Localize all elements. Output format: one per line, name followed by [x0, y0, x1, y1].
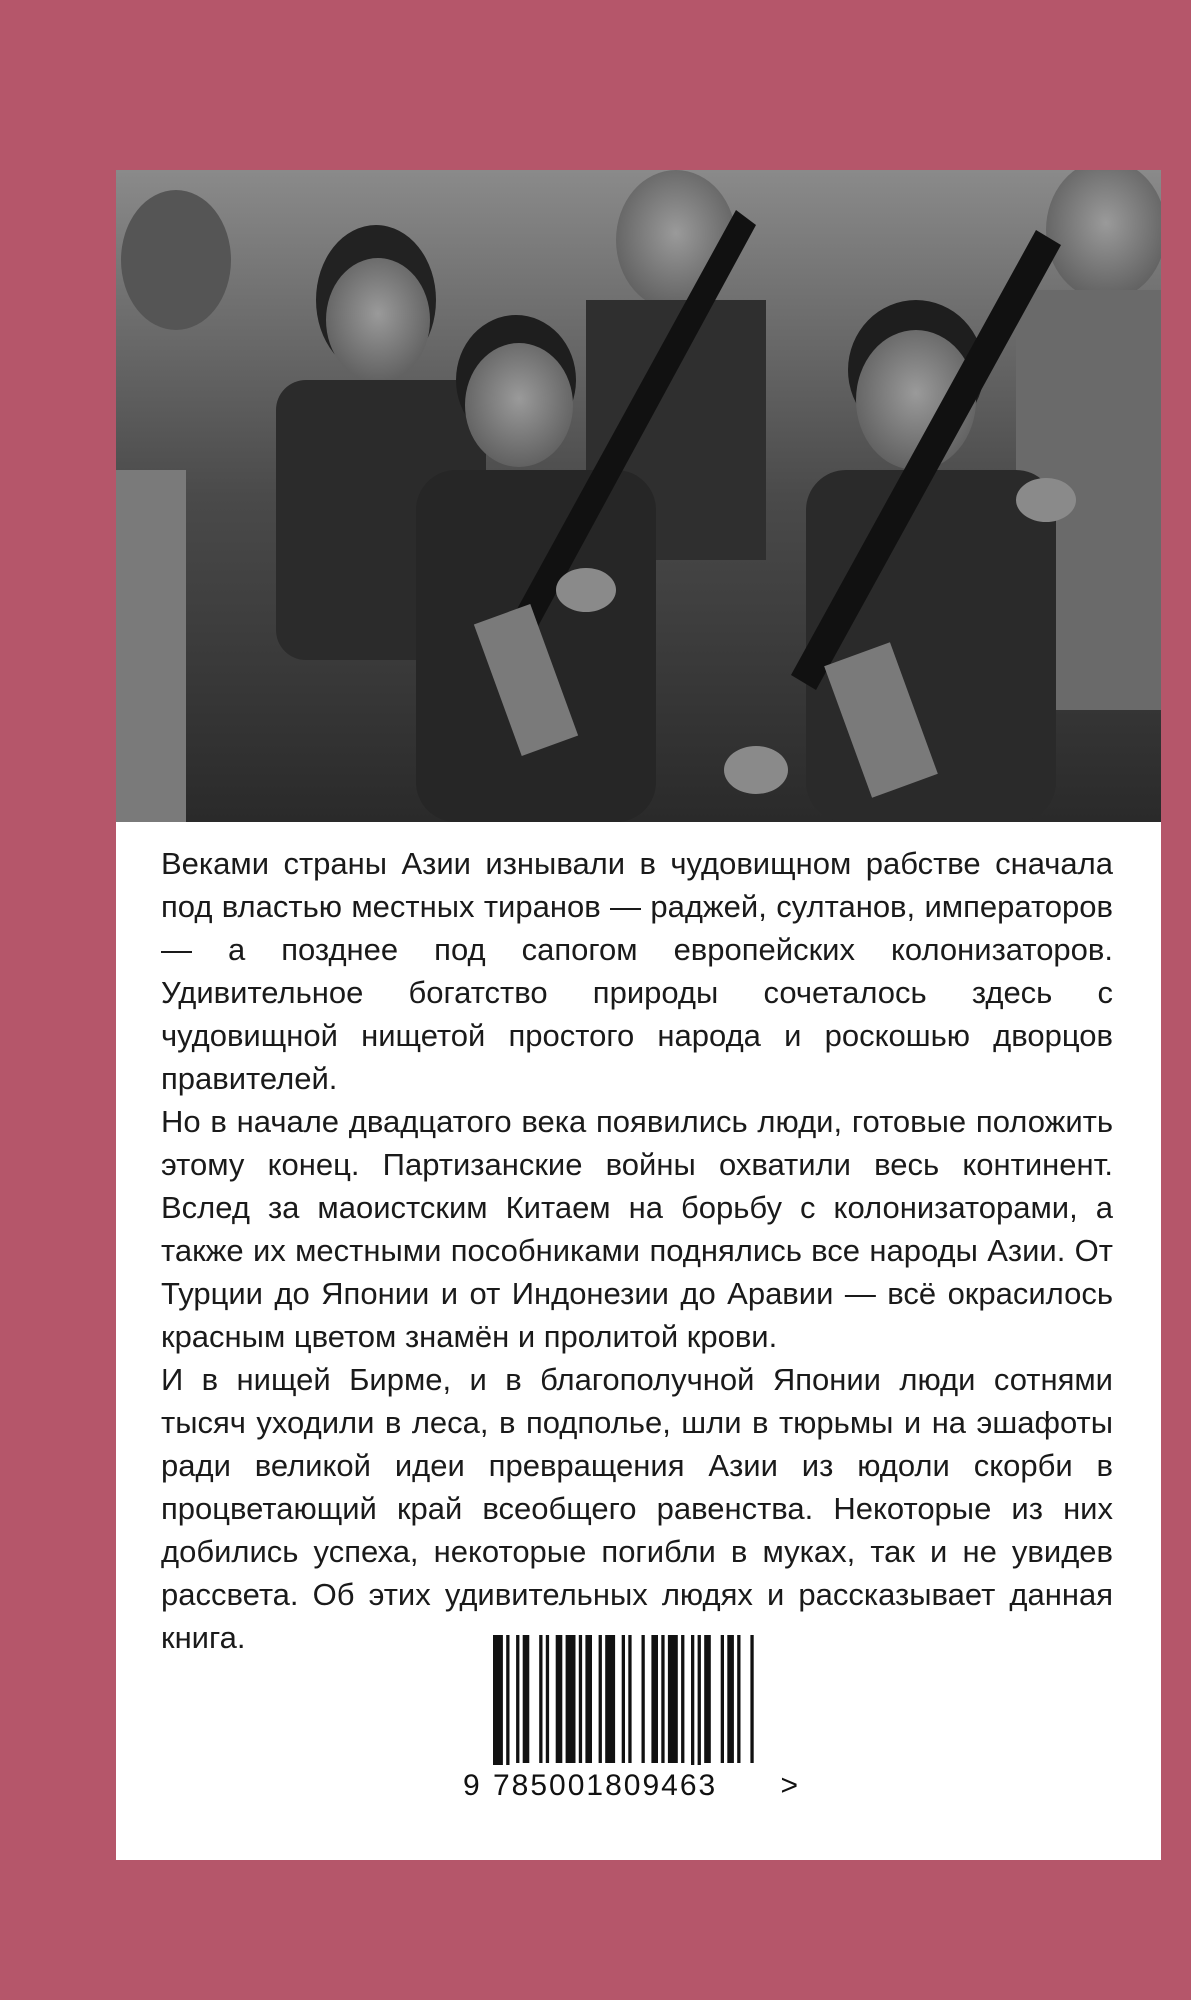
white-panel [116, 170, 1161, 1860]
blurb-paragraph: Веками страны Азии изнывали в чудовищном рабстве сначала под властью местных тиранов — раджей, султанов, императоров — а позднее под сапогом европейских колонизаторов. Удивительное богатство природы сочеталось здесь с чудовищной нищетой простого народа и роскошью дворцов правителей. [161, 846, 1113, 1096]
blurb-paragraph: И в нищей Бирме, и в благополучной Японии люди сотнями тысяч уходили в леса, в подполье, шли в тюрьмы и на эшафоты ради великой идеи превращения Азии из юдоли скорби в процветающий край всеобщего равенства. Некоторые из них добились успеха, некоторые погибли в муках, так и не увидев рассвета. Об этих удивительных людях и рассказывает данная книга. [161, 1362, 1113, 1655]
barcode-bar [605, 1635, 615, 1763]
blurb-text [161, 842, 1113, 1659]
barcode-bar [506, 1635, 509, 1765]
barcode-bar [556, 1635, 563, 1763]
barcode-bar [721, 1635, 724, 1763]
barcode-bar [737, 1635, 740, 1763]
barcode-bar [651, 1635, 658, 1763]
barcode-bar [523, 1635, 530, 1763]
barcode-bar [642, 1635, 645, 1763]
barcode-bar [668, 1635, 678, 1763]
cover-photo [116, 170, 1161, 822]
barcode-bar [698, 1635, 701, 1765]
barcode-bar [750, 1635, 753, 1763]
barcode-bar [546, 1635, 549, 1763]
barcode-bar [661, 1635, 664, 1763]
barcode-bar [579, 1635, 582, 1763]
barcode-bar [622, 1635, 625, 1763]
barcode-bar [516, 1635, 519, 1763]
barcode-bar [727, 1635, 734, 1763]
isbn-end-mark: > [780, 1769, 798, 1802]
photo-child-soldiers-image [116, 170, 1161, 822]
barcode-bars [463, 1635, 798, 1765]
barcode-bar [691, 1635, 694, 1765]
barcode-bar [628, 1635, 631, 1763]
barcode-bar [493, 1635, 503, 1765]
isbn-lead-digit: 9 [463, 1769, 480, 1802]
barcode-bar [704, 1635, 711, 1763]
isbn-barcode [463, 1635, 798, 1805]
barcode-bar [585, 1635, 592, 1763]
barcode-bar [681, 1635, 684, 1763]
barcode-bar [566, 1635, 576, 1763]
isbn-number [463, 1769, 798, 1805]
blurb-paragraph: Но в начале двадцатого века появились люди, готовые положить этому конец. Партизанские войны охватили весь континент. Вслед за маоистским Китаем на борьбу с колонизаторами, а также их местными пособниками поднялись все народы Азии. От Турции до Японии и от Индонезии до Аравии — всё окрасилось красным цветом знамён и пролитой крови. [161, 1104, 1113, 1354]
barcode-bar [539, 1635, 542, 1763]
barcode-bar [599, 1635, 602, 1763]
isbn-digits: 785001809463 [493, 1769, 718, 1802]
